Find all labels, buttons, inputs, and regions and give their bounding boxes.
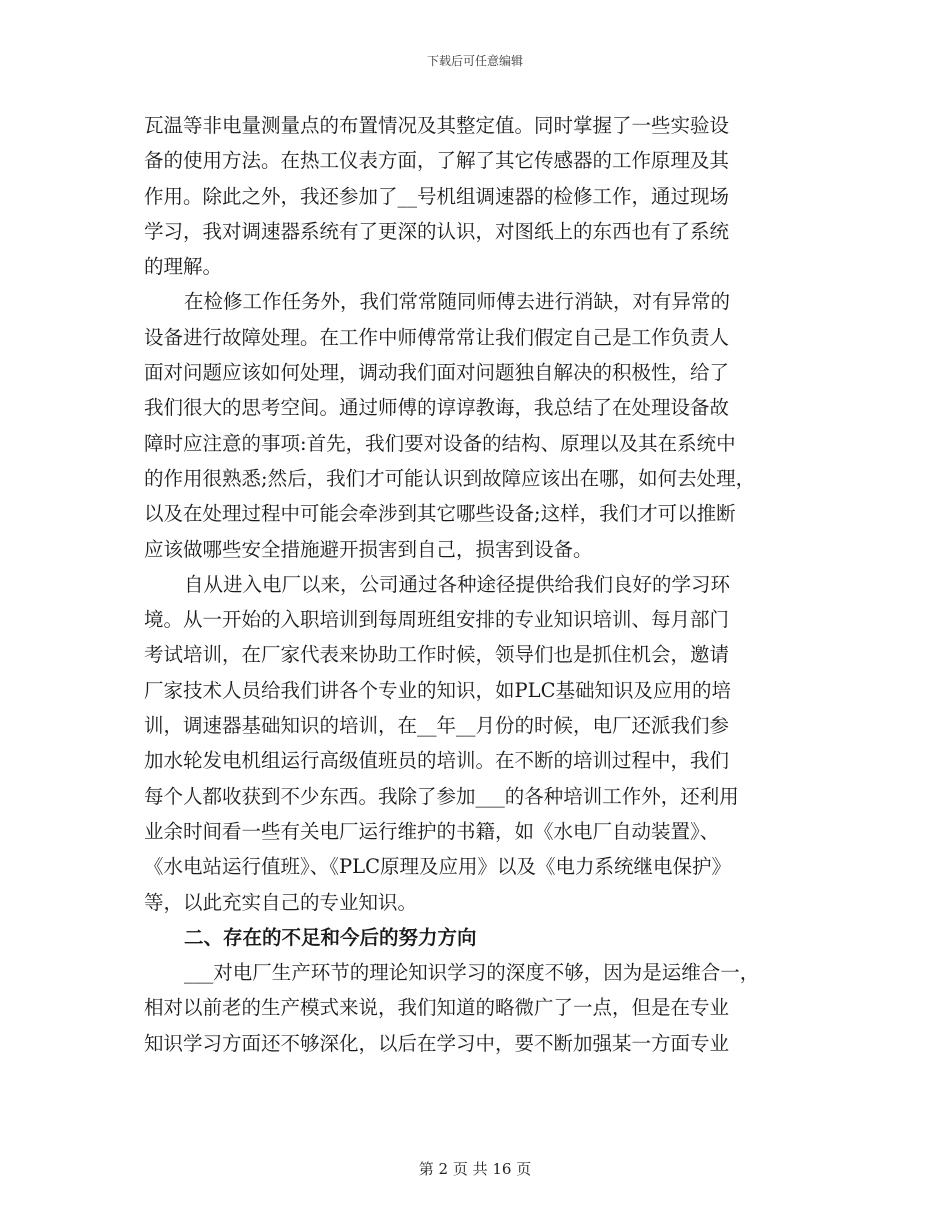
text-line: 我们很大的思考空间。通过师傅的谆谆教诲，我总结了在处理设备故 <box>144 396 730 420</box>
text-line: 以及在处理过程中可能会牵涉到其它哪些设备;这样，我们才可以推断 <box>144 502 736 526</box>
text-line: 知识学习方面还不够深化，以后在学习中，要不断加强某一方面专业 <box>144 1031 730 1055</box>
text-line: 应该做哪些安全措施避开损害到自己，损害到设备。 <box>144 537 593 561</box>
page-number: 第 2 页 共 16 页 <box>418 1160 532 1178</box>
text-line: 障时应注意的事项:首先，我们要对设备的结构、原理以及其在系统中 <box>144 431 736 455</box>
section-heading: 二、存在的不足和今后的努力方向 <box>184 925 477 949</box>
text-line: 等，以此充实自己的专业知识。 <box>144 890 418 914</box>
text-line: 备的使用方法。在热工仪表方面，了解了其它传感器的工作原理及其 <box>144 149 730 173</box>
text-line: ___对电厂生产环节的理论知识学习的深度不够，因为是运维合一， <box>184 961 760 985</box>
text-line: 训，调速器基础知识的培训，在__年__月份的时候，电厂还派我们参 <box>144 714 730 738</box>
text-line: 作用。除此之外，我还参加了__号机组调速器的检修工作，通过现场 <box>144 184 730 208</box>
text-line: 业余时间看一些有关电厂运行维护的书籍，如《水电厂自动装置》、 <box>144 819 720 843</box>
page-header-note: 下载后可任意编辑 <box>426 54 523 68</box>
text-line: 学习，我对调速器系统有了更深的认识，对图纸上的东西也有了系统 <box>144 219 730 243</box>
text-line: 相对以前老的生产模式来说，我们知道的略微广了一点，但是在专业 <box>144 996 730 1020</box>
text-line: 每个人都收获到不少东西。我除了参加___的各种培训工作外，还利用 <box>144 784 739 808</box>
text-line: 设备进行故障处理。在工作中师傅常常让我们假定自己是工作负责人 <box>144 325 730 349</box>
text-line: 瓦温等非电量测量点的布置情况及其整定值。同时掌握了一些实验设 <box>144 114 730 137</box>
text-line: 面对问题应该如何处理，调动我们面对问题独自解决的积极性，给了 <box>144 361 730 385</box>
text-line: 《水电站运行值班》、《PLC原理及应用》以及《电力系统继电保护》 <box>144 855 731 879</box>
text-line: 考试培训，在厂家代表来协助工作时候，领导们也是抓住机会，邀请 <box>144 643 730 667</box>
text-line: 厂家技术人员给我们讲各个专业的知识，如PLC基础知识及应用的培 <box>144 678 731 702</box>
text-line: 的理解。 <box>144 255 223 279</box>
text-line: 在检修工作任务外，我们常常随同师傅去进行消缺，对有异常的 <box>184 290 731 314</box>
document-body <box>144 108 824 1061</box>
text-line: 自从进入电厂以来，公司通过各种途径提供给我们良好的学习环 <box>184 572 731 596</box>
text-line: 的作用很熟悉;然后，我们才可能认识到故障应该出在哪，如何去处理， <box>144 466 756 490</box>
text-line: 境。从一开始的入职培训到每周班组安排的专业知识培训、每月部门 <box>144 608 730 632</box>
text-line: 加水轮发电机组运行高级值班员的培训。在不断的培训过程中，我们 <box>144 749 730 773</box>
